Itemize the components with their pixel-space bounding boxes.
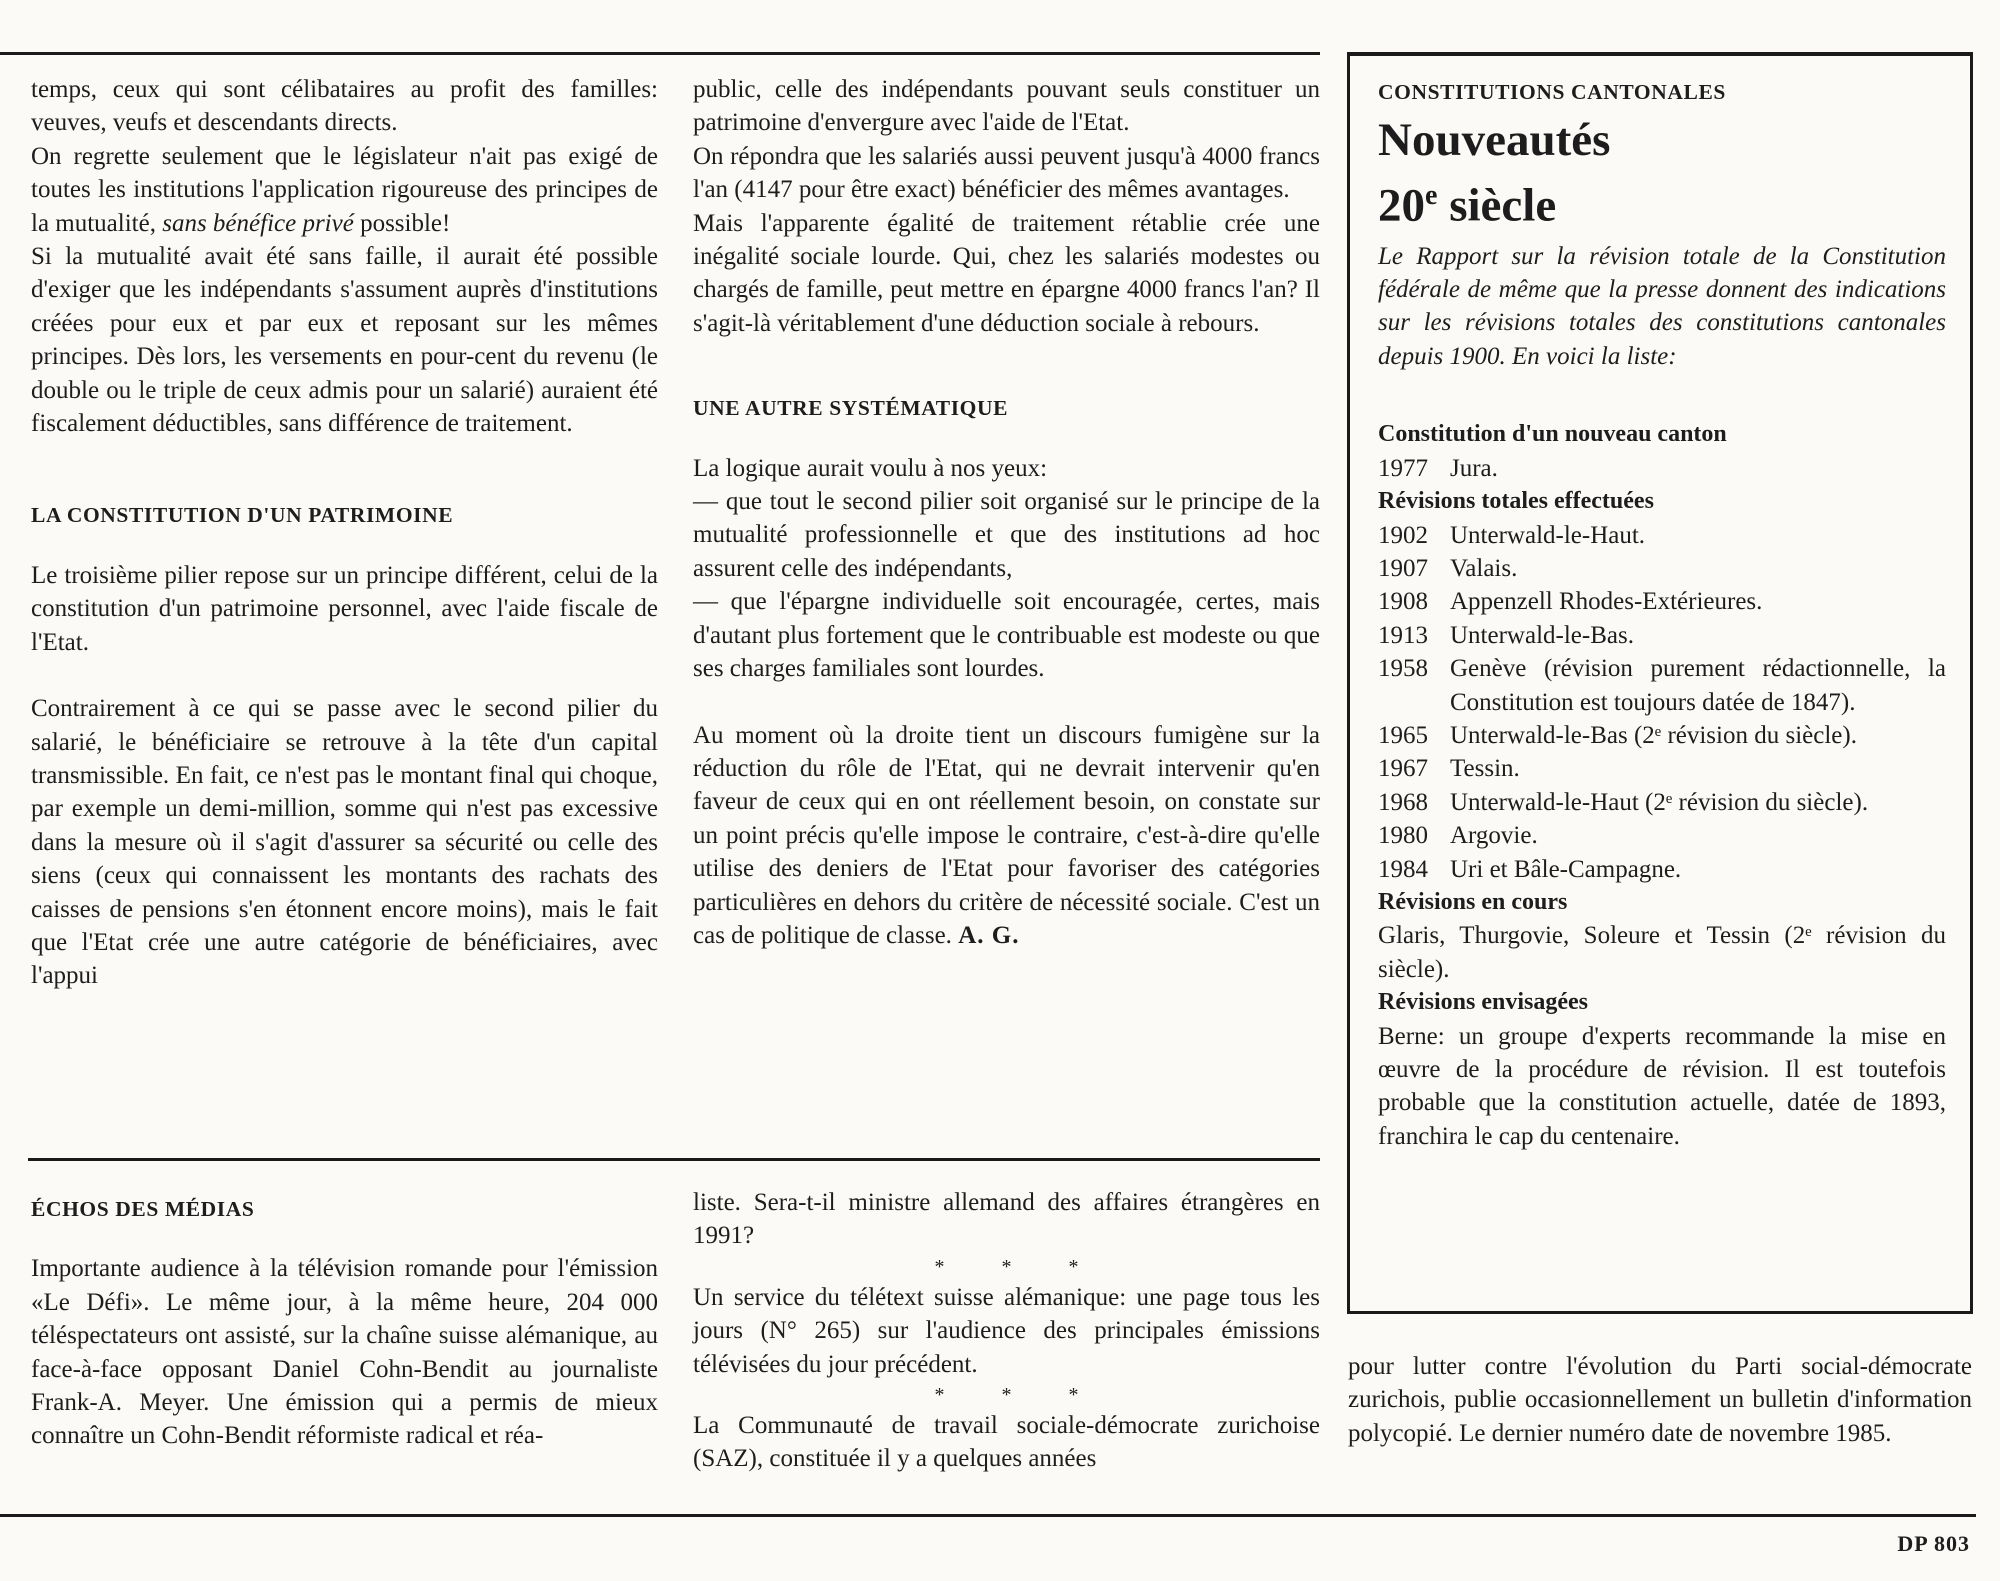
box-title: Nouveautés 20e siècle xyxy=(1378,114,1611,232)
separator-stars: * * * xyxy=(934,1384,1105,1407)
col-a-paragraph-4: Le troisième pilier repose sur un principe différent, celui de la constitution d'un patrimoine personnel, avec l'aide fiscale de l'Etat. xyxy=(31,561,658,656)
list-item: 1984 Uri et Bâle-Campagne. xyxy=(1378,855,1682,883)
mid-rule xyxy=(28,1158,1320,1161)
col-b-paragraph-2: On répondra que les salariés aussi peuvent jusqu'à 4000 francs l'an (4147 pour être exact) bénéficier des mêmes avantages. xyxy=(693,142,1320,204)
list-item: 1958 Genève (révision purement rédactionnelle, la Constitution est toujours datée de 1847). xyxy=(1378,655,1946,716)
echos-column-b xyxy=(693,1186,1320,1476)
echos-paragraph-3: Un service du télétext suisse alémanique: une page tous les jours (N° 265) sur l'audience des principales émissions télévisées du jour précédent. xyxy=(693,1283,1320,1378)
subhead-nouveau-canton: Constitution d'un nouveau canton xyxy=(1378,421,1727,448)
revisions-envisagees-text: Berne: un groupe d'experts recommande la mise en œuvre de la procédure de révision. Il est toutefois probable que la constitution actuelle, datée de 1893, franchira le cap du centenaire. xyxy=(1378,1022,1946,1150)
col-b-paragraph-3: Mais l'apparente égalité de traitement rétablie crée une inégalité sociale lourde. Qui, chez les salariés modestes ou chargés de famille, peut mettre en épargne 4000 francs l'an? Il s'agit-là véritablement d'une déduction sociale à rebours. xyxy=(693,209,1320,337)
list-item: 1908 Appenzell Rhodes-Extérieures. xyxy=(1378,588,1763,616)
page-number: DP 803 xyxy=(1897,1531,1970,1556)
list-item: 1965 Unterwald-le-Bas (2ᵉ révision du siècle). xyxy=(1378,721,1857,749)
bottom-rule xyxy=(0,1514,1976,1517)
box-kicker: CONSTITUTIONS CANTONALES xyxy=(1378,80,1726,104)
echos-paragraph-5: pour lutter contre l'évolution du Parti social-démocrate zurichois, publie occasionnellement un bulletin d'information polycopié. Le dernier numéro date de novembre 1985. xyxy=(1348,1353,1972,1447)
echos-column-c xyxy=(1348,1350,1972,1450)
heading-constitution-patrimoine: LA CONSTITUTION D'UN PATRIMOINE xyxy=(31,503,454,528)
separator-stars: * * * xyxy=(934,1255,1105,1278)
list-item: 1980 Argovie. xyxy=(1378,822,1538,850)
col-b-paragraph-7: Au moment où la droite tient un discours fumigène sur la réduction du rôle de l'Etat, qui ne devrait intervenir qu'en faveur de ceux qui en ont réellement besoin, on constate sur un point précis qu'elle impose le contraire, c'est-à-dire qu'elle utilise des deniers de l'Etat pour favoriser des catégories particulières en dehors du critère de nécessité sociale. C'est un cas de politique de classe. A. G. xyxy=(693,721,1320,949)
list-item: 1968 Unterwald-le-Haut (2ᵉ révision du siècle). xyxy=(1378,788,1869,816)
top-rule xyxy=(0,52,1320,55)
box-lede: Le Rapport sur la révision totale de la Constitution fédérale de même que la presse donnent des indications sur les révisions totales des constitutions cantonales depuis 1900. En voici la liste: xyxy=(1378,242,1946,370)
list-item: 1977 Jura. xyxy=(1378,454,1498,482)
echos-paragraph-1: Importante audience à la télévision romande pour l'émission «Le Défi». Le même jour, à la même heure, 204 000 téléspectateurs ont assisté, sur la chaîne suisse alémanique, au face-à-face opposant Daniel Cohn-Bendit au journaliste Frank-A. Meyer. Une émission qui a permis de mieux connaître un Cohn-Bendit réformiste radical et réa- xyxy=(31,1255,658,1450)
author-signature: A. G. xyxy=(958,921,1020,949)
column-a xyxy=(31,73,658,993)
heading-autre-systematique: UNE AUTRE SYSTÉMATIQUE xyxy=(693,396,1009,421)
echos-paragraph-4: La Communauté de travail sociale-démocrate zurichoise (SAZ), constituée il y a quelques années xyxy=(693,1412,1320,1473)
col-b-paragraph-4: La logique aurait voulu à nos yeux: xyxy=(693,454,1048,482)
subhead-revisions-envisagees: Révisions envisagées xyxy=(1378,989,1588,1016)
revisions-en-cours-text: Glaris, Thurgovie, Soleure et Tessin (2ᵉ révision du siècle). xyxy=(1378,922,1946,983)
heading-echos-medias: ÉCHOS DES MÉDIAS xyxy=(31,1197,255,1221)
subhead-revisions-effectuees: Révisions totales effectuées xyxy=(1378,488,1654,515)
col-b-paragraph-1: public, celle des indépendants pouvant seuls constituer un patrimoine d'envergure avec l'aide de l'Etat. xyxy=(693,76,1320,137)
sidebar-box-constitutions xyxy=(1347,52,1973,1314)
column-b xyxy=(693,73,1320,952)
col-a-paragraph-3: Si la mutualité avait été sans faille, il aurait été possible d'exiger que les indépendants s'assument auprès d'institutions créées pour eux et par eux et reposant sur les mêmes principes. Dès lors, les versements en pour-cent du revenu (le double ou le triple de ceux admis pour un salarié) auraient été fiscalement déductibles, sans différence de traitement. xyxy=(31,243,658,438)
col-b-paragraph-6: — que l'épargne individuelle soit encouragée, certes, mais d'autant plus fortement que le contribuable est modeste ou que ses charges familiales sont lourdes. xyxy=(693,588,1320,683)
col-a-paragraph-5: Contrairement à ce qui se passe avec le second pilier du salarié, le bénéficiaire se retrouve à la tête d'un capital transmissible. En fait, ce n'est pas le montant final qui choque, par exemple un demi-million, somme qui n'est pas excessive dans la mesure où il s'agit d'assurer sa sécurité ou celle des siens (ceux qui connaissent les montants des rachats des caisses de pensions s'en étonnent encore moins), mais le fait que l'Etat crée une autre catégorie de bénéficiaires, avec l'appui xyxy=(31,695,658,990)
list-item: 1907 Valais. xyxy=(1378,554,1518,582)
list-item: 1913 Unterwald-le-Bas. xyxy=(1378,621,1634,649)
col-b-paragraph-5: — que tout le second pilier soit organisé sur le principe de la mutualité professionnelle et que des institutions ad hoc assurent celle des indépendants, xyxy=(693,488,1320,582)
col-a-paragraph-1: temps, ceux qui sont célibataires au profit des familles: veuves, veufs et descendants directs. xyxy=(31,76,658,137)
echos-column-a xyxy=(31,1193,658,1453)
list-item: 1902 Unterwald-le-Haut. xyxy=(1378,521,1646,549)
subhead-revisions-en-cours: Révisions en cours xyxy=(1378,888,1568,915)
echos-paragraph-2: liste. Sera-t-il ministre allemand des affaires étrangères en 1991? xyxy=(693,1189,1320,1250)
col-a-paragraph-2: On regrette seulement que le législateur n'ait pas exigé de toutes les institutions l'application rigoureuse des principes de la mutualité, sans bénéfice privé possible! xyxy=(31,142,658,237)
list-item: 1967 Tessin. xyxy=(1378,755,1520,783)
